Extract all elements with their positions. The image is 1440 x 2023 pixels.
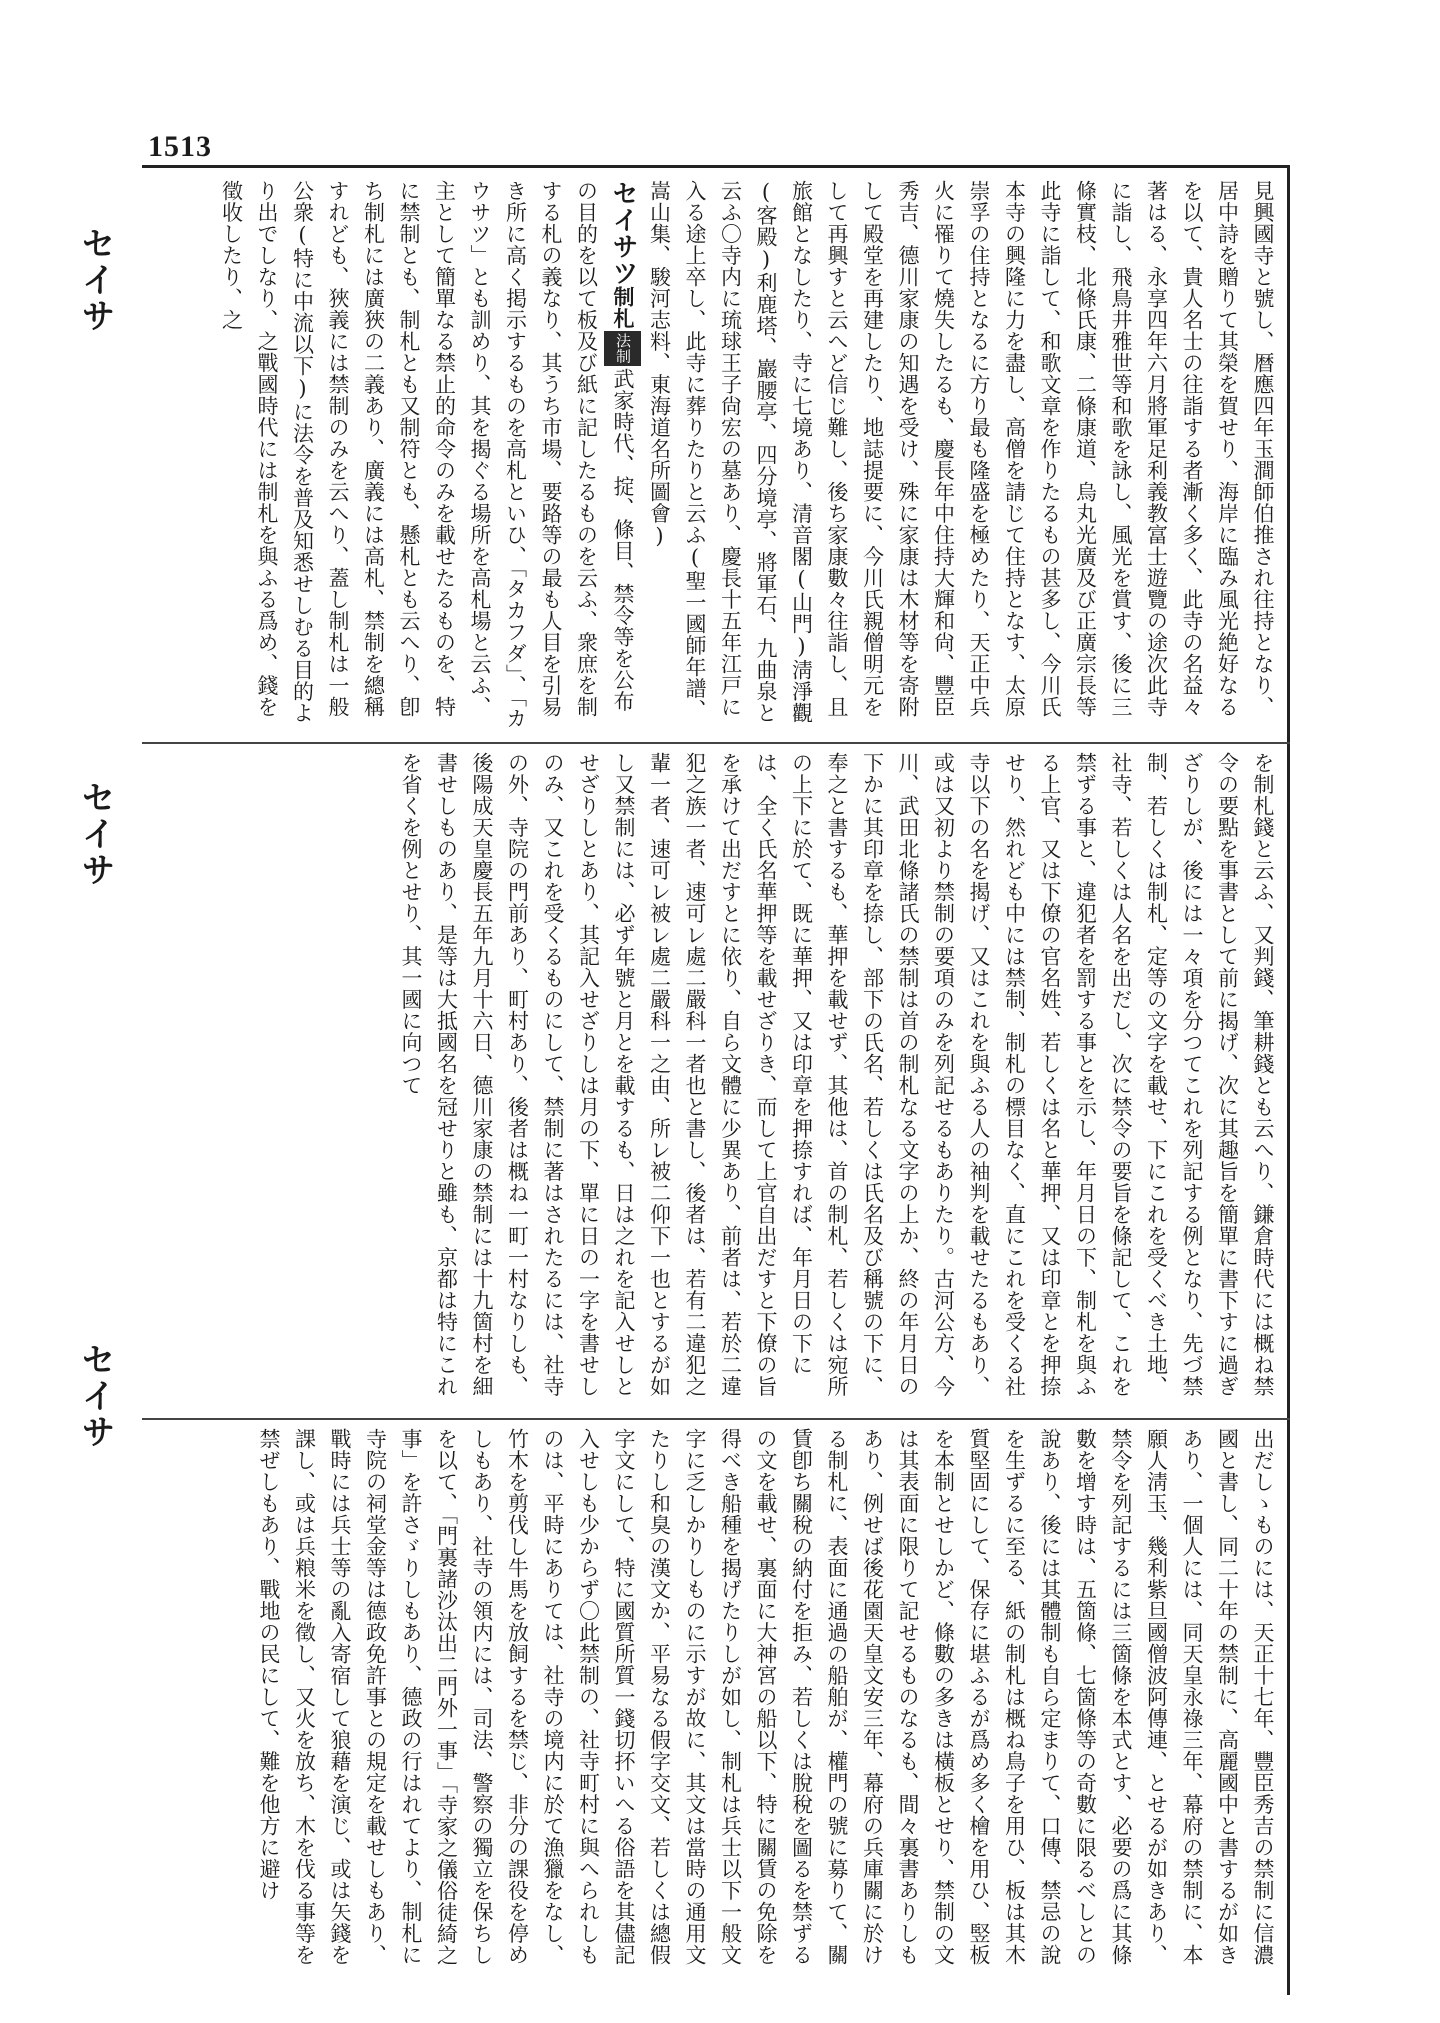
category-tag: 法制 xyxy=(604,331,642,366)
section-divider xyxy=(142,1418,1290,1420)
paragraph-continued: 見興國寺と號し、暦應四年玉澗師伯推され往持となり、居中詩を贈りて其榮を賀せり、海岸に臨み風光絶好なるを以て、貴人名士の往詣する者漸く多く、此寺の名益々著はる、永享四年六月將軍足利義教富士遊覽の途次此寺に詣し、飛鳥井雅世等和歌を詠し、風光を賞す、後に三條實枝、北條氏康、二條康道、烏丸光廣及び正廣宗長等此寺に詣して、和歌文章を作りたるもの甚多し、今川氏本寺の興隆に力を盡し、高僧を請じて住持となす、太原崇孚の住持となるに方り最も隆盛を極めたり、天正中兵火に罹りて燒失したるも、慶長年中住持大輝和尙、豐臣秀吉、德川家康の知遇を受け、殊に家康は木材等を寄附して殿堂を再建したり、地誌提要に、今川氏親僧明元をして再興すと云へど信じ難し、後ち家康數々往詣し、且旅館となしたり、寺に七境あり、清音閣(山門)淸淨觀(客殿)利鹿塔、巖腰亭、四分境亭、將軍石、九曲泉と云ふ〇寺内に琉球王子尙宏の墓あり、慶長十五年江戸に入る途上卒し、此寺に葬りたりと云ふ(聖一國師年譜、嵩山集、駿河志料、東海道名所圖會) xyxy=(647,180,1275,724)
dictionary-entry xyxy=(213,180,641,730)
side-heading: セイサ xyxy=(75,780,115,888)
side-heading: セイサ xyxy=(75,1342,115,1450)
side-heading: セイサ xyxy=(75,226,115,334)
text-section-top xyxy=(152,180,1280,730)
text-section-bottom xyxy=(152,1428,1280,1984)
paragraph: を制札錢と云ふ、又判錢、筆耕錢とも云へり、鎌倉時代には概ね禁令の要點を事書として前に揭げ、次に其趣旨を簡單に書下すに過ぎざりしが、後には一々項を分つてこれを列記する例となり、先づ禁制、若しくは制札、定等の文字を載せ、下にこれを受くべき土地、社寺、若しくは人名を出だし、次に禁令の要旨を條記して、これを禁ずる事と、違犯者を罰する事とを示し、年月日の下、制札を與ふる上官、又は下僚の官名姓、若しくは名と華押、又は印章とを押捺せり、然れども中には禁制、制札の標目なく、直にこれを受くる社寺以下の名を揭げ、又はこれを與ふる人の袖判を載せたるもあり、或は又初より禁制の要項のみを列記せるもありたり。古河公方、今川、武田北條諸氏の禁制は首の制札なる文字の上か、終の年月日の下かに其印章を捺し、部下の氏名、若しくは氏名及び稱號の下に、奉之と書するも、華押を載せず、其他は、首の制札、若しくは宛所の上下に於て、既に華押、又は印章を押捺すれば、年月日の下には、全く氏名華押等を載せざりき、而して上官自出だすと下僚の旨を承けて出だすとに依り、自ら文體に少異あり、前者は、若於二違犯之族一者、速可レ處二嚴科一者也と書し、後者は、若有二違犯之輩一者、速可レ被レ處二嚴科一之由、所レ被二仰下一也とするが如し又禁制には、必ず年號と月とを載するも、日は之れを記入せしとせざりしとあり、其記入せざりしは月の下、單に日の一字を書せしのみ、又これを受くるものにして、禁制に著はされたるには、社寺の外、寺院の門前あり、町村あり、後者は概ね一町一村なりしも、後陽成天皇慶長五年九月十六日、德川家康の禁制には十九箇村を細書せしものあり、是等は大抵國名を冠せりと雖も、京都は特にこれを省くを例とせり、其一國に向つて xyxy=(399,752,1275,1397)
entry-heading: セイサツ xyxy=(608,180,638,286)
section-divider xyxy=(142,742,1290,744)
entry-kanji: 制札 xyxy=(611,286,636,329)
paragraph: 出だしゝものには、天正十七年、豐臣秀吉の禁制に信濃國と書し、同二十年の禁制に、高麗國中と書するが如きあり、一個人には、同天皇永祿三年、幕府の禁制に、本願人淸玉、幾利紫旦國僧波阿傳連、とせるが如きあり、禁令を列記するには三箇條を本式とす、必要の爲に其條數を增す時は、五箇條、七箇條等の奇數に限るべしとの說あり、後には其體制も自ら定まりて、口傳、禁忌の說を生ずるに至る、紙の制札は概ね鳥子を用ひ、板は其木質堅固にして、保存に堪ふるが爲め多く檜を用ひ、竪板を本制とせしかど、條數の多きは橫板とせり、禁制の文は其表面に限りて記せるものなるも、間々裏書ありしもあり、例せば後花園天皇文安三年、幕府の兵庫關に於ける制札に、表面に通過の船舶が、權門の號に募りて、關賃卽ち關稅の納付を拒み、若しくは脫稅を圖るを禁ずるの文を載せ、裏面に大神宮の船以下、特に關賃の免除を得べき船種を揭げたりしが如し、制札は兵士以下一般文字に乏しかりしものに示すが故に、其文は當時の通用文たりし和臭の漢文か、平易なる假字交文、若しくは總假字文にして、特に國質所質一錢切抔いへる俗語を其儘記入せしも少からず〇此禁制の、社寺町村に與へられしものは、平時にありては、社寺の境内に於て漁獵をなし、竹木を剪伐し牛馬を放飼するを禁じ、非分の課役を停めしもあり、社寺の領内には、司法、警察の獨立を保ちしを以て、「門裏諸沙汰出二門外一事」「寺家之儀俗徒綺之事」を許さゞりしもあり、德政の行はれてより、制札に寺院の祠堂金等は德政免許事との規定を載せしもあり、戰時には兵士等の亂入寄宿して狼藉を演じ、或は矢錢を課し、或は兵粮米を徵し、又火を放ち、木を伐る事等を禁ぜしもあり、戰地の民にして、難を他方に避け xyxy=(257,1428,1275,1966)
page-number: 1513 xyxy=(148,130,212,163)
entry-body: 武家時代、掟、條目、禁令等を公布の目的を以て板及び紙に記したるものを云ふ、衆庶を制する札の義なり、其うち市場、要路等の最も人目を引易き所に高く掲示するものを高札といひ、「タカフダ」、「カウサツ」とも訓めり、其を揭ぐる場所を高札場と云ふ、主として簡單なる禁止的命令のみを載せたるものを、特に禁制とも、制札とも又制符とも、懸札とも云へり、卽ち制札には廣狹の二義あり、廣義には高札、禁制を總稱すれども、狹義には禁制のみを云へり、蓋し制札は一般公衆(特に中流以下)に法令を普及知悉せしむる目的より出でしなり、之戰國時代には制札を與ふる爲め、錢を徵收したり、之 xyxy=(219,180,635,729)
text-section-middle xyxy=(152,752,1280,1408)
